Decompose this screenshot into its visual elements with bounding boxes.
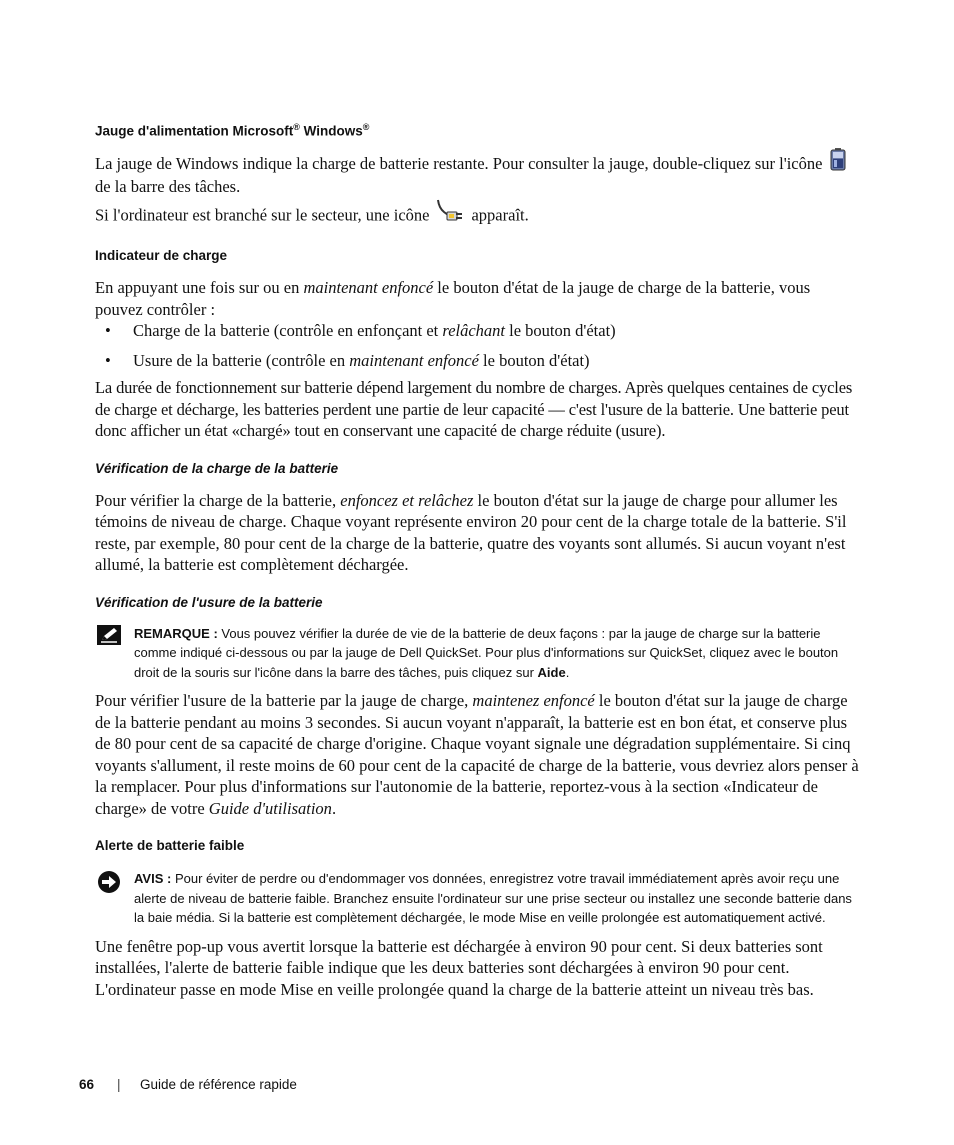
paragraph-power-meter: La jauge de Windows indique la charge de batterie restante. Pour consulter la jauge, double-cliquez sur l'icônede la barre des tâches. — [95, 153, 860, 198]
pencil-note-icon — [97, 625, 121, 645]
heading-low-battery: Alerte de batterie faible — [95, 838, 245, 854]
note-remark: REMARQUE : Vous pouvez vérifier la durée de vie de la batterie de deux façons : par la jauge de charge sur la batterie comme indiqué ci-dessous ou par la jauge de Dell QuickSet. Pour plus d'informations sur QuickSet, cliquez avec le bouton droit de la souris sur l'icône dans la barre des tâches, puis cliquez sur Aide. — [95, 624, 860, 683]
heading-check-wear: Vérification de l'usure de la batterie — [95, 594, 323, 610]
heading-charge-gauge: Indicateur de charge — [95, 248, 228, 264]
heading-check-charge: Vérification de la charge de la batterie — [95, 460, 339, 476]
paragraph-check-wear: Pour vérifier l'usure de la batterie par la jauge de charge, maintenez enfoncé le bouton d'état sur la jauge de charge de la batterie pendant au moins 3 secondes. Si aucun voyant n'apparaît, la batterie est en bon état, et conserve plus de 80 pour cent de sa capacité de charge d'origine. Chaque voyant signale une dégradation supplémentaire. Si cinq voyants s'allument, il reste moins de 60 pour cent de la capacité de charge de la batterie, vous devriez alors penser à la remplacer. Pour plus d'informations sur l'autonomie de la batterie, reportez-vous à la section «Indicateur de charge» de votre Guide d'utilisation. — [95, 691, 859, 818]
page-content — [95, 118, 860, 1000]
paragraph-check-charge: Pour vérifier la charge de la batterie, enfoncez et relâchez le bouton d'état sur la jauge de charge pour allumer les témoins de niveau de charge. Chaque voyant représente environ 20 pour cent de la charge totale de la batterie. S'il reste, par exemple, 80 pour cent de la charge de la batterie, quatre des voyants sont allumés. Si aucun voyant n'est allumé, la batterie est complètement déchargée. — [95, 490, 847, 575]
list-item: • Charge de la batterie (contrôle en enfonçant et relâchant le bouton d'état) — [105, 321, 616, 341]
paragraph-low-battery: Une fenêtre pop-up vous avertit lorsque la batterie est déchargée à environ 90 pour cent. Si deux batteries sont installées, l'alerte de batterie faible indique que les deux batteries sont déchargées à environ 90 pour cent. L'ordinateur passe en mode Mise en veille prolongée quand la charge de la batterie atteint un niveau très bas. — [95, 936, 823, 999]
ac-power-icon — [435, 198, 465, 230]
footer-separator: | — [117, 1077, 121, 1092]
list-item: • Usure de la batterie (contrôle en maintenant enfoncé le bouton d'état) — [105, 350, 590, 370]
paragraph-ac-icon: Si l'ordinateur est branché sur le secteur, une icône apparaît. — [95, 204, 860, 230]
page-number: 66 — [79, 1077, 95, 1092]
paragraph-charge-gauge: En appuyant une fois sur ou en maintenant enfoncé le bouton d'état de la jauge de charge de la batterie, vous pouvez contrôler : — [95, 278, 811, 319]
heading-power-meter: Jauge d'alimentation Microsoft® Windows® — [95, 122, 370, 139]
arrow-notice-icon — [97, 870, 121, 890]
notice-avis: AVIS : Pour éviter de perdre ou d'endommager vos données, enregistrez votre travail immédiatement après avoir reçu une alerte de niveau de batterie faible. Branchez ensuite l'ordinateur sur une prise secteur ou installez une seconde batterie dans la baie média. Si la batterie est complètement déchargée, le mode Mise en veille prolongée est automatiquement activé. — [95, 869, 860, 928]
paragraph-battery-wear: La durée de fonctionnement sur batterie dépend largement du nombre de charges. Après quelques centaines de cycles de charge et décharge, les batteries perdent une partie de leur capacité — c'est l'usure de la batterie. Une batterie peut donc afficher un état «chargé» tout en conservant une capacité de charge réduite (usure). — [95, 378, 853, 441]
battery-icon — [828, 147, 848, 177]
footer-title: Guide de référence rapide — [140, 1077, 297, 1092]
bullet-list — [95, 320, 860, 371]
